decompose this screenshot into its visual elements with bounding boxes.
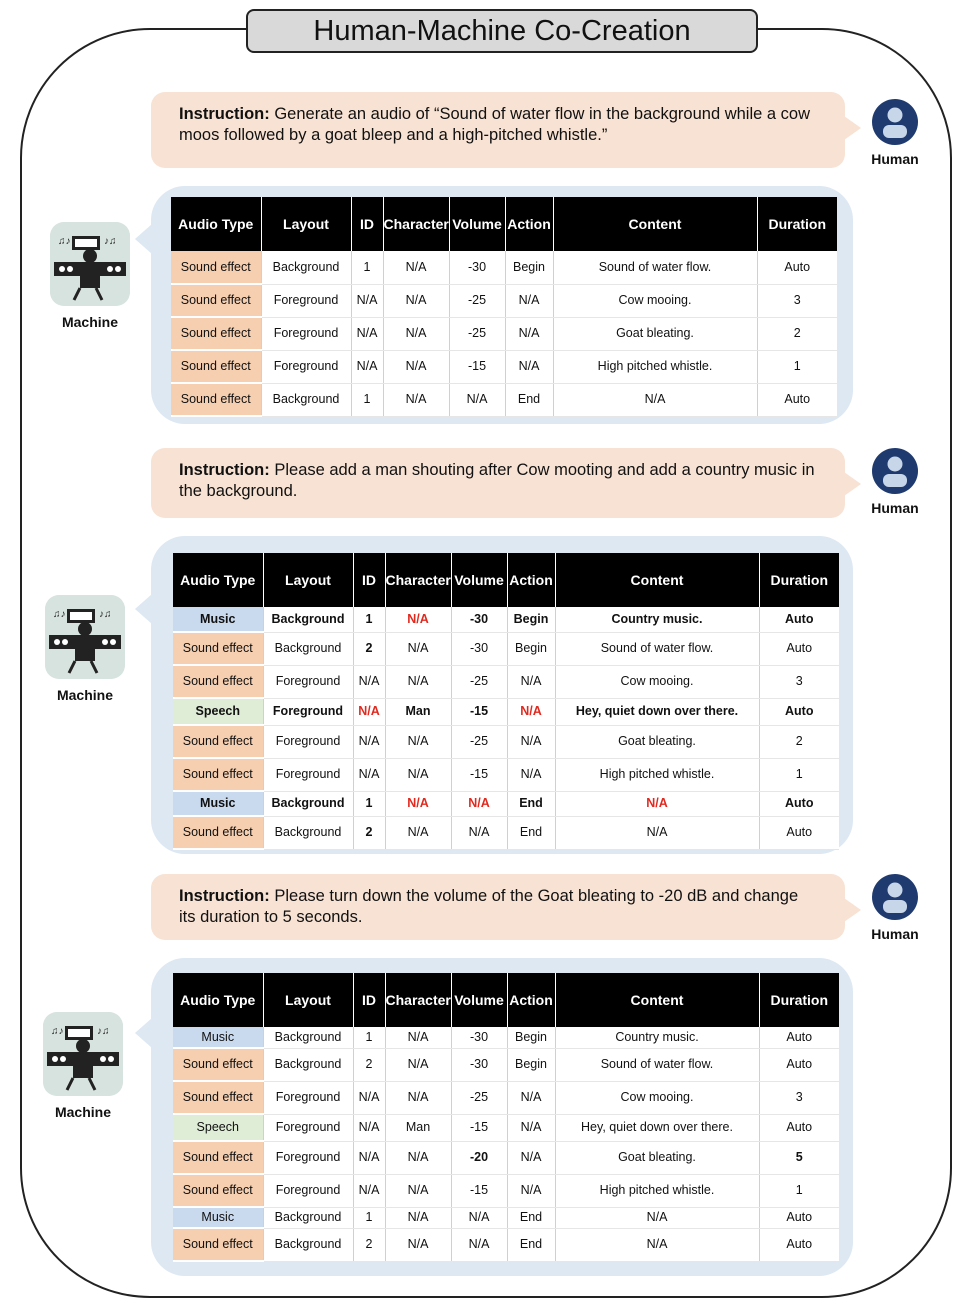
table-cell: N/A bbox=[505, 317, 553, 350]
table-cell: Cow mooing. bbox=[555, 665, 759, 698]
table-cell: N/A bbox=[507, 1081, 555, 1114]
machine-avatar-1 bbox=[45, 222, 135, 330]
table-cell: N/A bbox=[505, 350, 553, 383]
column-header: Duration bbox=[759, 553, 839, 607]
table-row bbox=[173, 1081, 839, 1114]
table-cell: N/A bbox=[353, 698, 385, 725]
svg-text:♫♪: ♫♪ bbox=[51, 1026, 64, 1037]
column-header: Character bbox=[385, 553, 451, 607]
table-cell: Begin bbox=[507, 632, 555, 665]
table-cell: -30 bbox=[451, 1027, 507, 1048]
column-header: Layout bbox=[263, 973, 353, 1027]
table-row bbox=[171, 317, 837, 350]
table-cell: 1 bbox=[353, 607, 385, 632]
table-cell: N/A bbox=[451, 1207, 507, 1228]
audio-type-cell: Sound effect bbox=[171, 284, 261, 317]
table-cell: Auto bbox=[759, 632, 839, 665]
column-header: Volume bbox=[449, 197, 505, 251]
table-row bbox=[173, 725, 839, 758]
table-cell: Foreground bbox=[261, 284, 351, 317]
column-header: Action bbox=[507, 973, 555, 1027]
table-cell: N/A bbox=[385, 725, 451, 758]
table-cell: -15 bbox=[451, 1174, 507, 1207]
instruction-text: Please add a man shouting after Cow mooting and add a country music in the background. bbox=[179, 461, 815, 500]
table-cell: 2 bbox=[353, 1048, 385, 1081]
machine-avatar-2 bbox=[40, 595, 130, 703]
table-cell: End bbox=[507, 816, 555, 849]
table-cell: Auto bbox=[759, 698, 839, 725]
column-header: Character bbox=[385, 973, 451, 1027]
human-label: Human bbox=[871, 926, 919, 942]
table-row bbox=[173, 1048, 839, 1081]
table-cell: N/A bbox=[385, 791, 451, 816]
table-cell: Background bbox=[263, 1228, 353, 1261]
table-cell: Foreground bbox=[261, 350, 351, 383]
table-cell: N/A bbox=[385, 665, 451, 698]
human-avatar-1 bbox=[860, 98, 930, 167]
table-cell: N/A bbox=[451, 816, 507, 849]
table-cell: -30 bbox=[451, 1048, 507, 1081]
table-cell: End bbox=[507, 1228, 555, 1261]
audio-type-cell: Speech bbox=[173, 1114, 263, 1141]
table-cell: N/A bbox=[353, 1114, 385, 1141]
audio-type-cell: Music bbox=[173, 791, 263, 816]
instruction-label: Instruction: bbox=[179, 887, 270, 905]
table-cell: N/A bbox=[383, 251, 449, 284]
table-cell: 1 bbox=[351, 251, 383, 284]
table-cell: Foreground bbox=[263, 1174, 353, 1207]
table-cell: 1 bbox=[353, 1207, 385, 1228]
instruction-bubble-3 bbox=[151, 874, 845, 940]
table-cell: N/A bbox=[385, 607, 451, 632]
column-header: Audio Type bbox=[173, 973, 263, 1027]
human-avatar-3 bbox=[860, 873, 930, 942]
table-cell: Begin bbox=[507, 1048, 555, 1081]
table-cell: Background bbox=[263, 1027, 353, 1048]
table-cell: N/A bbox=[353, 665, 385, 698]
column-header: Content bbox=[555, 973, 759, 1027]
table-cell: Goat bleating. bbox=[555, 725, 759, 758]
column-header: ID bbox=[353, 553, 385, 607]
table-cell: 2 bbox=[759, 725, 839, 758]
audio-engineer-icon bbox=[43, 1012, 123, 1096]
table-cell: N/A bbox=[507, 698, 555, 725]
table-cell: N/A bbox=[385, 1207, 451, 1228]
table-cell: 5 bbox=[759, 1141, 839, 1174]
column-header: Audio Type bbox=[171, 197, 261, 251]
audio-type-cell: Sound effect bbox=[173, 1081, 263, 1114]
table-cell: Sound of water flow. bbox=[555, 1048, 759, 1081]
column-header: Audio Type bbox=[173, 553, 263, 607]
table-cell: N/A bbox=[385, 1081, 451, 1114]
table-cell: N/A bbox=[383, 284, 449, 317]
table-cell: Cow mooing. bbox=[553, 284, 757, 317]
column-header: Volume bbox=[451, 973, 507, 1027]
table-cell: Man bbox=[385, 698, 451, 725]
audio-type-cell: Sound effect bbox=[173, 816, 263, 849]
table-cell: N/A bbox=[383, 317, 449, 350]
table-cell: High pitched whistle. bbox=[555, 758, 759, 791]
machine-avatar-3 bbox=[38, 1012, 128, 1120]
table-cell: 3 bbox=[757, 284, 837, 317]
audio-type-cell: Sound effect bbox=[171, 317, 261, 350]
table-cell: -25 bbox=[451, 1081, 507, 1114]
table-cell: Auto bbox=[759, 816, 839, 849]
table-cell: 2 bbox=[353, 1228, 385, 1261]
svg-text:♪♫: ♪♫ bbox=[99, 609, 112, 620]
machine-label: Machine bbox=[54, 1104, 111, 1120]
table-cell: Sound of water flow. bbox=[555, 632, 759, 665]
column-header: ID bbox=[351, 197, 383, 251]
table-cell: N/A bbox=[351, 284, 383, 317]
column-header: Action bbox=[505, 197, 553, 251]
audio-type-cell: Music bbox=[173, 1027, 263, 1048]
table-cell: Background bbox=[263, 791, 353, 816]
table-cell: N/A bbox=[555, 1207, 759, 1228]
table-cell: N/A bbox=[385, 816, 451, 849]
table-cell: Background bbox=[263, 1048, 353, 1081]
table-cell: N/A bbox=[451, 1228, 507, 1261]
table-cell: 2 bbox=[757, 317, 837, 350]
human-avatar-2 bbox=[860, 447, 930, 516]
table-cell: N/A bbox=[353, 1141, 385, 1174]
table-cell: Hey, quiet down over there. bbox=[555, 1114, 759, 1141]
table-cell: N/A bbox=[383, 383, 449, 416]
column-header: Duration bbox=[759, 973, 839, 1027]
table-cell: N/A bbox=[385, 1174, 451, 1207]
svg-text:♪♫: ♪♫ bbox=[97, 1026, 110, 1037]
table-row bbox=[173, 1141, 839, 1174]
table-cell: -20 bbox=[451, 1141, 507, 1174]
table-cell: -15 bbox=[451, 758, 507, 791]
audio-type-cell: Sound effect bbox=[173, 758, 263, 791]
table-cell: Foreground bbox=[261, 317, 351, 350]
instruction-text: Please turn down the volume of the Goat bleating to -20 dB and change its duration to 5 seconds. bbox=[179, 887, 799, 926]
table-cell: N/A bbox=[385, 632, 451, 665]
table-cell: Auto bbox=[759, 607, 839, 632]
table-cell: -30 bbox=[451, 607, 507, 632]
table-cell: N/A bbox=[451, 791, 507, 816]
svg-text:♫♪: ♫♪ bbox=[58, 236, 71, 247]
table-cell: 2 bbox=[353, 816, 385, 849]
table-cell: 1 bbox=[759, 1174, 839, 1207]
table-cell: Foreground bbox=[263, 698, 353, 725]
table-row bbox=[173, 1114, 839, 1141]
table-cell: 1 bbox=[353, 1027, 385, 1048]
table-cell: High pitched whistle. bbox=[553, 350, 757, 383]
table-cell: Auto bbox=[759, 1114, 839, 1141]
table-cell: -30 bbox=[449, 251, 505, 284]
table-cell: Background bbox=[263, 1207, 353, 1228]
table-cell: Hey, quiet down over there. bbox=[555, 698, 759, 725]
table-row bbox=[173, 816, 839, 849]
page-title: Human-Machine Co-Creation bbox=[246, 9, 758, 53]
table-cell: Auto bbox=[759, 1207, 839, 1228]
column-header: Duration bbox=[757, 197, 837, 251]
audio-type-cell: Sound effect bbox=[173, 1174, 263, 1207]
table-cell: 1 bbox=[759, 758, 839, 791]
audio-plan-table-1 bbox=[171, 197, 837, 417]
table-cell: Foreground bbox=[263, 1141, 353, 1174]
table-cell: N/A bbox=[449, 383, 505, 416]
table-cell: Background bbox=[263, 607, 353, 632]
table-cell: -30 bbox=[451, 632, 507, 665]
table-cell: Foreground bbox=[263, 665, 353, 698]
table-cell: Auto bbox=[757, 383, 837, 416]
user-icon bbox=[871, 873, 919, 921]
table-cell: End bbox=[505, 383, 553, 416]
audio-type-cell: Sound effect bbox=[173, 632, 263, 665]
audio-type-cell: Sound effect bbox=[171, 251, 261, 284]
table-row bbox=[173, 1174, 839, 1207]
table-cell: -25 bbox=[451, 725, 507, 758]
table-cell: Foreground bbox=[263, 725, 353, 758]
table-cell: N/A bbox=[553, 383, 757, 416]
human-label: Human bbox=[871, 151, 919, 167]
table-row bbox=[171, 350, 837, 383]
machine-label: Machine bbox=[56, 687, 113, 703]
table-cell: -15 bbox=[451, 1114, 507, 1141]
table-cell: Man bbox=[385, 1114, 451, 1141]
table-cell: Auto bbox=[759, 1048, 839, 1081]
table-row bbox=[173, 1027, 839, 1048]
table-cell: Country music. bbox=[555, 607, 759, 632]
table-row bbox=[173, 1207, 839, 1228]
machine-label: Machine bbox=[61, 314, 118, 330]
audio-plan-table-3 bbox=[173, 973, 839, 1262]
audio-type-cell: Music bbox=[173, 1207, 263, 1228]
table-cell: Goat bleating. bbox=[555, 1141, 759, 1174]
table-cell: N/A bbox=[555, 1228, 759, 1261]
audio-type-cell: Sound effect bbox=[173, 1141, 263, 1174]
audio-type-cell: Speech bbox=[173, 698, 263, 725]
svg-text:♫♪: ♫♪ bbox=[53, 609, 66, 620]
audio-engineer-icon bbox=[50, 222, 130, 306]
svg-text:♪♫: ♪♫ bbox=[104, 236, 117, 247]
table-cell: N/A bbox=[383, 350, 449, 383]
table-cell: N/A bbox=[385, 1228, 451, 1261]
table-cell: N/A bbox=[351, 350, 383, 383]
audio-type-cell: Sound effect bbox=[173, 725, 263, 758]
table-cell: Goat bleating. bbox=[553, 317, 757, 350]
table-cell: Foreground bbox=[263, 1081, 353, 1114]
table-cell: Auto bbox=[759, 791, 839, 816]
instruction-label: Instruction: bbox=[179, 461, 270, 479]
table-row bbox=[173, 665, 839, 698]
table-cell: N/A bbox=[507, 758, 555, 791]
table-cell: -25 bbox=[451, 665, 507, 698]
user-icon bbox=[871, 447, 919, 495]
table-cell: N/A bbox=[385, 1048, 451, 1081]
audio-engineer-icon bbox=[45, 595, 125, 679]
table-cell: 2 bbox=[353, 632, 385, 665]
column-header: ID bbox=[353, 973, 385, 1027]
table-cell: Foreground bbox=[263, 1114, 353, 1141]
instruction-bubble-2 bbox=[151, 448, 845, 518]
table-cell: N/A bbox=[353, 1081, 385, 1114]
table-row bbox=[173, 632, 839, 665]
table-row bbox=[171, 383, 837, 416]
table-row bbox=[173, 1228, 839, 1261]
column-header: Action bbox=[507, 553, 555, 607]
table-cell: N/A bbox=[353, 758, 385, 791]
table-row bbox=[173, 607, 839, 632]
column-header: Layout bbox=[261, 197, 351, 251]
table-row bbox=[173, 698, 839, 725]
instruction-bubble-1 bbox=[151, 92, 845, 168]
table-cell: N/A bbox=[505, 284, 553, 317]
column-header: Character bbox=[383, 197, 449, 251]
table-cell: N/A bbox=[507, 1141, 555, 1174]
table-cell: 3 bbox=[759, 665, 839, 698]
audio-type-cell: Sound effect bbox=[173, 1048, 263, 1081]
table-cell: End bbox=[507, 1207, 555, 1228]
column-header: Layout bbox=[263, 553, 353, 607]
table-cell: Background bbox=[261, 383, 351, 416]
column-header: Content bbox=[553, 197, 757, 251]
table-cell: N/A bbox=[353, 1174, 385, 1207]
table-cell: N/A bbox=[507, 1174, 555, 1207]
table-row bbox=[171, 251, 837, 284]
table-cell: -15 bbox=[451, 698, 507, 725]
table-cell: Country music. bbox=[555, 1027, 759, 1048]
table-cell: -25 bbox=[449, 317, 505, 350]
user-icon bbox=[871, 98, 919, 146]
table-cell: Begin bbox=[505, 251, 553, 284]
table-row bbox=[173, 758, 839, 791]
table-cell: Foreground bbox=[263, 758, 353, 791]
table-cell: 1 bbox=[757, 350, 837, 383]
table-cell: Auto bbox=[759, 1027, 839, 1048]
table-cell: -15 bbox=[449, 350, 505, 383]
audio-plan-table-2 bbox=[173, 553, 839, 850]
table-cell: Background bbox=[261, 251, 351, 284]
table-cell: N/A bbox=[385, 758, 451, 791]
table-cell: N/A bbox=[555, 791, 759, 816]
table-row bbox=[173, 791, 839, 816]
column-header: Content bbox=[555, 553, 759, 607]
instruction-label: Instruction: bbox=[179, 105, 270, 123]
table-cell: Sound of water flow. bbox=[553, 251, 757, 284]
audio-type-cell: Sound effect bbox=[171, 383, 261, 416]
table-cell: Begin bbox=[507, 607, 555, 632]
table-cell: N/A bbox=[353, 725, 385, 758]
audio-type-cell: Sound effect bbox=[173, 1228, 263, 1261]
instruction-text: Generate an audio of “Sound of water flow in the background while a cow moos followed by a goat bleep and a high-pitched whistle.” bbox=[179, 105, 811, 144]
table-cell: N/A bbox=[507, 665, 555, 698]
table-cell: 3 bbox=[759, 1081, 839, 1114]
column-header: Volume bbox=[451, 553, 507, 607]
table-cell: Background bbox=[263, 632, 353, 665]
table-cell: Auto bbox=[757, 251, 837, 284]
table-cell: Begin bbox=[507, 1027, 555, 1048]
table-cell: Auto bbox=[759, 1228, 839, 1261]
table-cell: End bbox=[507, 791, 555, 816]
table-cell: N/A bbox=[555, 816, 759, 849]
table-cell: Cow mooing. bbox=[555, 1081, 759, 1114]
table-row bbox=[171, 284, 837, 317]
table-cell: N/A bbox=[507, 725, 555, 758]
table-cell: Background bbox=[263, 816, 353, 849]
table-cell: 1 bbox=[353, 791, 385, 816]
table-cell: N/A bbox=[351, 317, 383, 350]
table-cell: N/A bbox=[507, 1114, 555, 1141]
table-cell: 1 bbox=[351, 383, 383, 416]
audio-type-cell: Music bbox=[173, 607, 263, 632]
table-cell: High pitched whistle. bbox=[555, 1174, 759, 1207]
audio-type-cell: Sound effect bbox=[173, 665, 263, 698]
audio-type-cell: Sound effect bbox=[171, 350, 261, 383]
table-cell: -25 bbox=[449, 284, 505, 317]
table-cell: N/A bbox=[385, 1141, 451, 1174]
table-cell: N/A bbox=[385, 1027, 451, 1048]
human-label: Human bbox=[871, 500, 919, 516]
